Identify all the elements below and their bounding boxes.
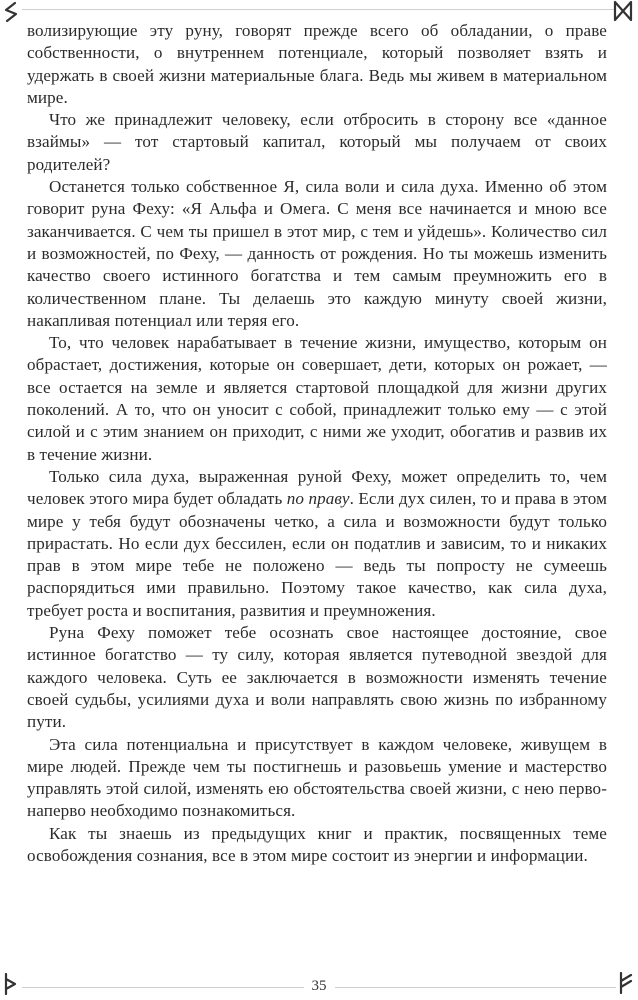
- dagaz-rune-icon: [612, 0, 634, 22]
- paragraph: Эта сила потенциальна и присутствует в каждом человеке, живущем в мире людей. Прежде чем ты постигнешь и разовьешь умение и мастерство управлять этой силой, изменять ею обстоятельства своей жизни, с нею перво-наперво необходимо познакомиться.: [27, 734, 607, 821]
- page-body-text: [27, 20, 607, 867]
- paragraph: Как ты знаешь из предыдущих книг и практик, посвященных теме освобождения сознания, все в этом мире состоит из энергии и информации.: [27, 823, 607, 865]
- paragraph: волизирующие эту руну, говорят прежде всего об обладании, о праве собственности, о внутреннем потенциале, который позволяет взять и удержать в своей жизни материальные блага. Ведь мы живем в материальном мире.: [27, 21, 607, 107]
- paragraph: Руна Феху поможет тебе осознать свое настоящее достояние, свое истинное богатство — ту силу, которая является путеводной звездой для каждого человека. Суть ее заключается в возможности изменять течение своей судьбы, усилиями духа и воли направлять свою жизнь по избранному пути.: [27, 623, 607, 732]
- paragraph: То, что человек нарабатывает в течение жизни, имущество, которым он обрастает, достижения, которые он совершает, дети, которых он рожает, — все остается на земле и является стартовой площадкой для жизни других поколений. А то, что он уносит с собой, принадлежит только ему — с этой силой и с этим знанием он приходит, с ними же уходит, обогатив и развив их в течение жизни.: [27, 333, 607, 464]
- sowilo-rune-icon: [2, 1, 20, 23]
- paragraph: Останется только собственное Я, сила воли и сила духа. Именно об этом говорит руна Феху: «Я Альфа и Омега. С меня все начинается и мною все заканчивается. С чем ты пришел в этот мир, с тем и уйдешь». Количество сил и возможностей, по Феху, — данность от рождения. Но ты можешь изменить качество своего истинного богатства и тем самым преумножить его в количественном плане. Ты делаешь это каждую минуту своей жизни, накапливая потенциал или теряя его.: [27, 177, 607, 330]
- paragraph: [27, 466, 607, 622]
- page-number: 35: [304, 978, 335, 994]
- paragraph-text: . Если дух силен, то и права в этом мире у тебя будут обозначены четко, а сила и возможности будут только прирастать. Но если дух бессилен, если он податлив и зависим, то и никаких прав в этом мире тебе не положено — ведь ты попросту не сумеешь распорядиться ими правильно. Поэтому такое качество, как сила духа, требует роста и воспитания, развития и преумножения.: [27, 489, 607, 620]
- paragraph-text: Только сила духа, выраженная руной Феху, может определить то, чем человек этого мира будет обладать: [27, 466, 607, 509]
- emphasized-text: по праву: [286, 489, 350, 509]
- page-number-wrap: [0, 978, 638, 995]
- paragraph: Что же принадлежит человеку, если отбросить в сторону все «данное взаймы» — тот стартовый капитал, который мы получаем от своих родителей?: [27, 110, 607, 174]
- top-rule: [22, 9, 616, 10]
